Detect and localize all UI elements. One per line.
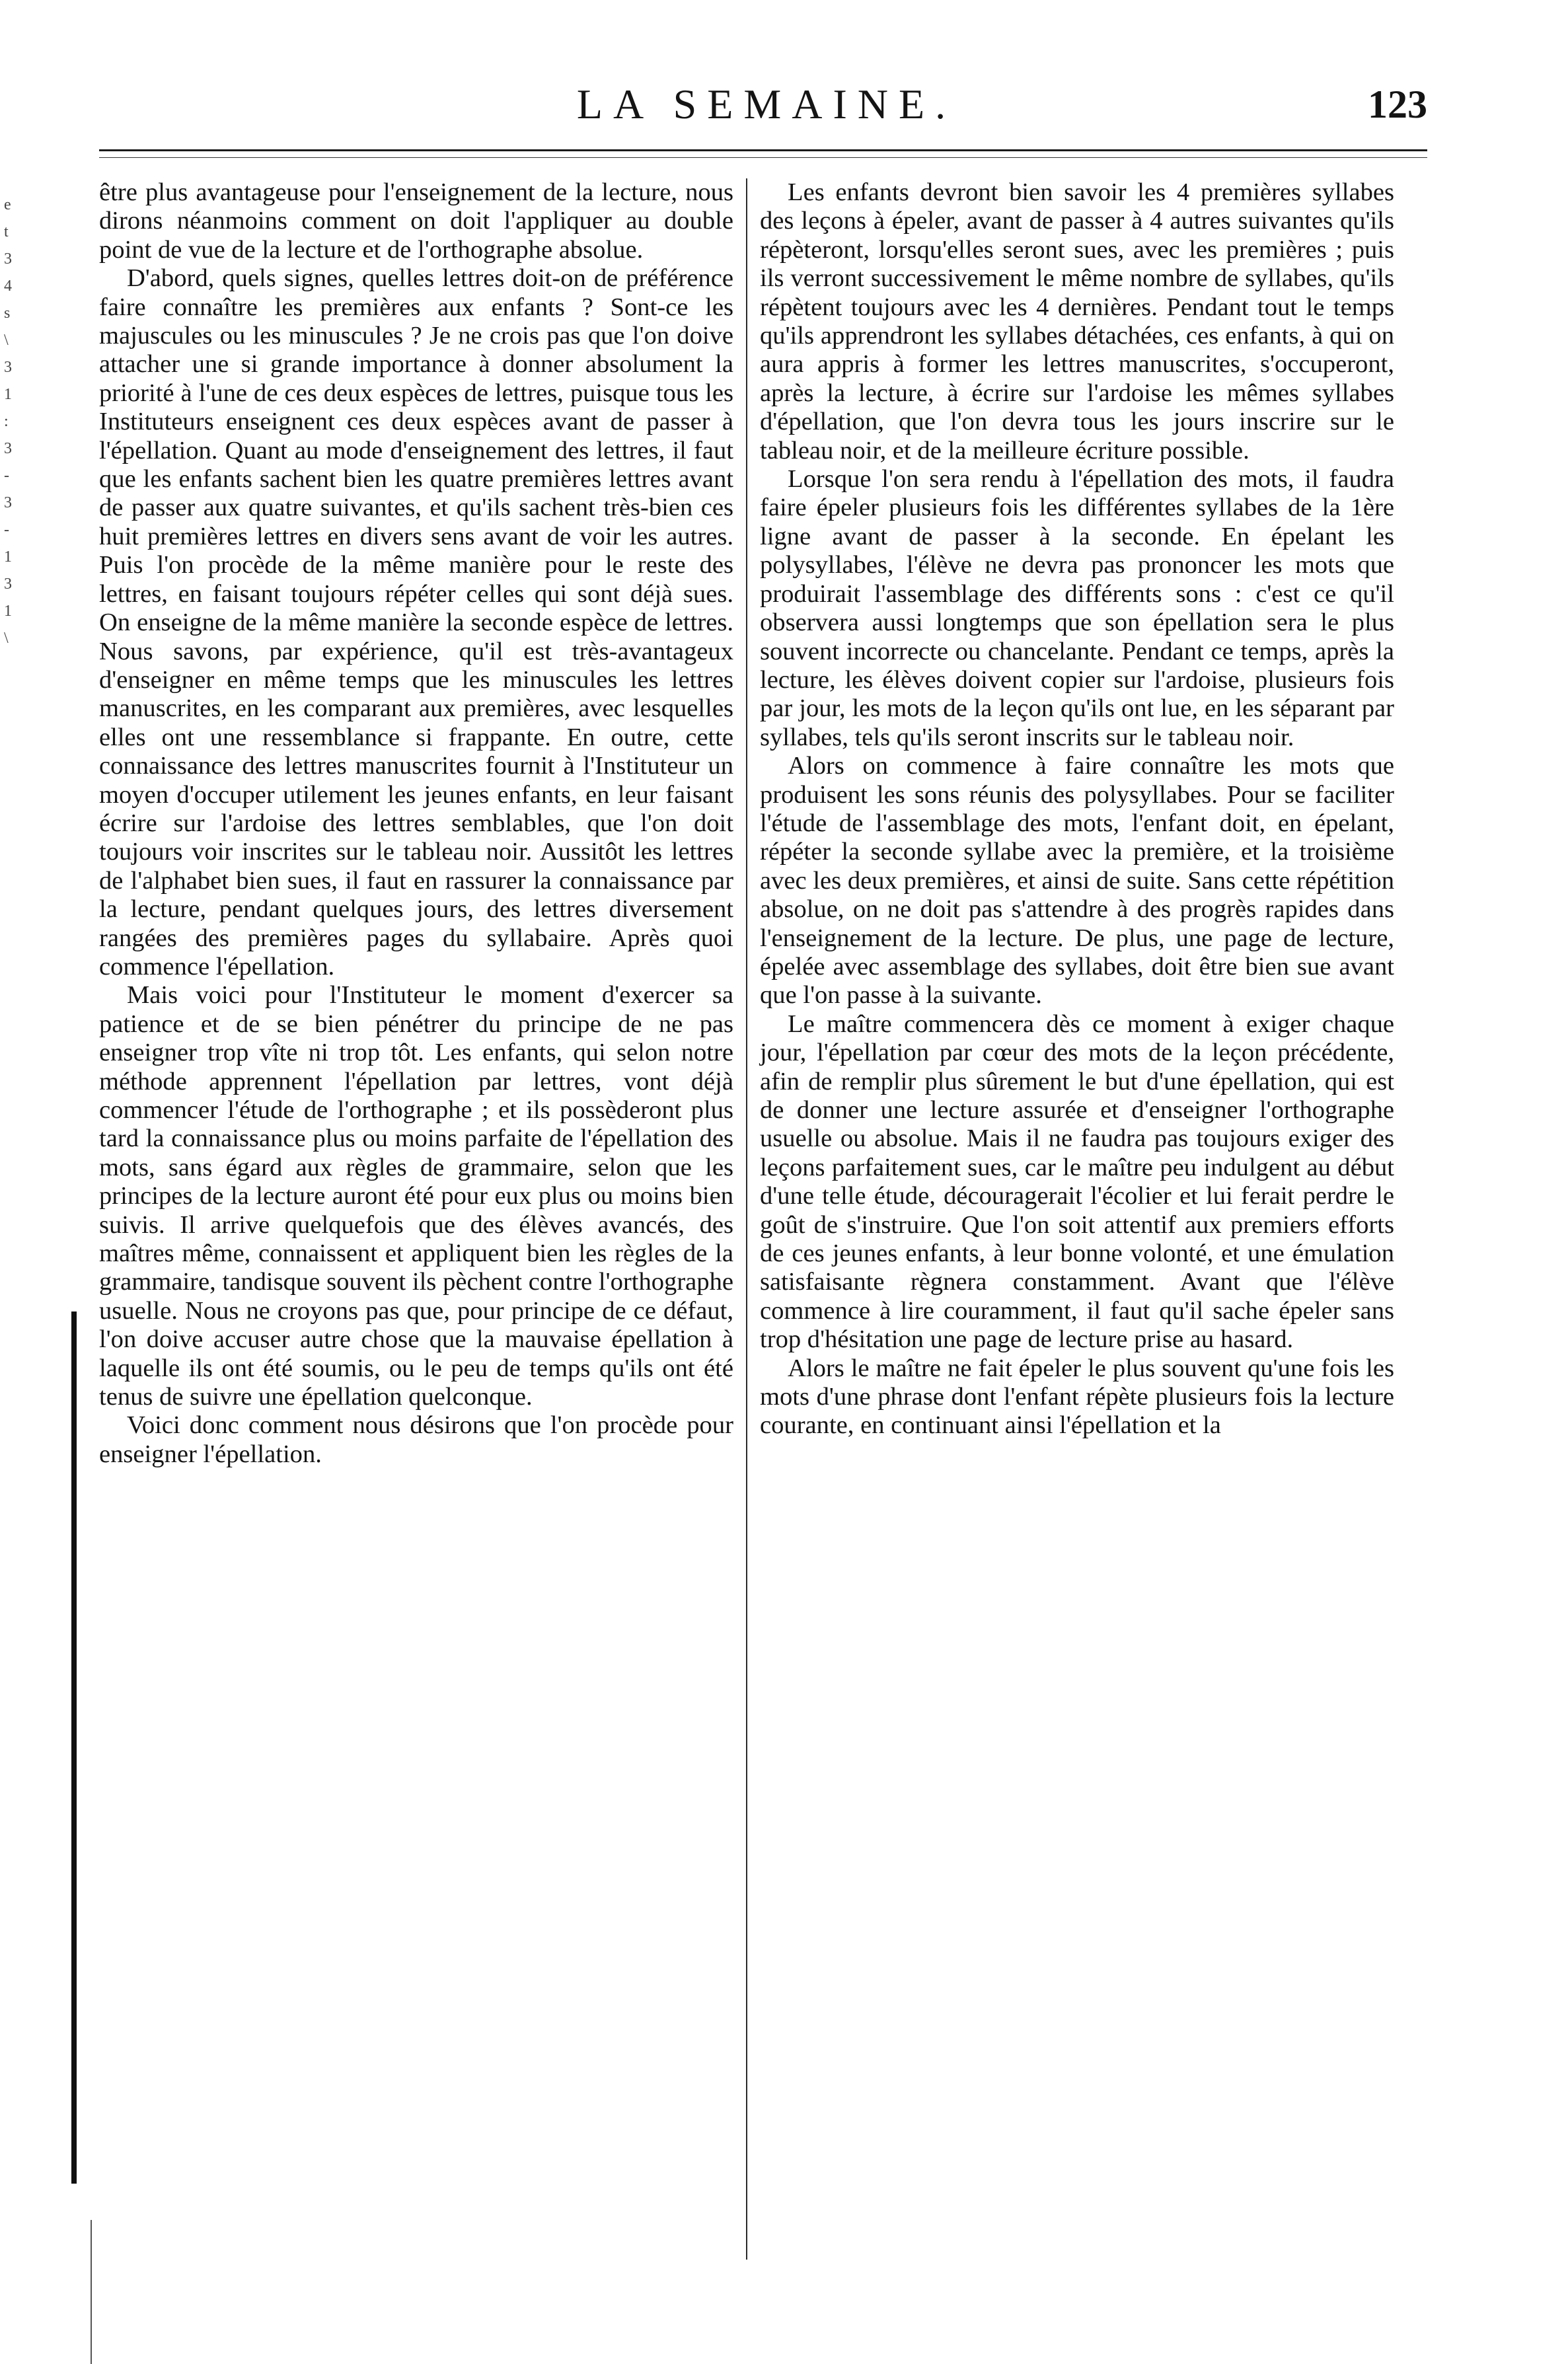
margin-mark: 1 [4,603,12,620]
margin-mark: \ [4,630,9,647]
margin-mark: : [4,413,9,430]
left-stub-rule [91,2220,92,2364]
column-divider [746,178,747,2260]
margin-mark: 1 [4,548,12,566]
paragraph: Lorsque l'on sera rendu à l'épellation des mots, il faudra faire épeler plusieurs fois les différentes syllabes de la 1ère ligne avant de passer à la seconde. En épelant les polysyllabes, l'élève ne devra pas prononcer les mots que produirait l'assemblage des différents sons : c'est ce qu'il observera aussi longtemps que son épellation sera le plus souvent incorrecte ou chancelante. Pendant ce temps, après la lecture, les élèves doivent copier sur l'ardoise, plusieurs fois par jour, les mots de la leçon qu'ils ont lue, en les séparant par syllabes, tels qu'ils seront inscrits sur le tableau noir. [760,465,1394,751]
margin-mark: - [4,521,9,538]
margin-mark: t [4,223,9,240]
header-rule [99,149,1427,151]
running-head [106,78,1427,131]
page-title: LA SEMAINE. [576,81,957,128]
paragraph: être plus avantageuse pour l'enseignement de la lecture, nous dirons néanmoins comment on doit l'appliquer au double point de vue de la lecture et de l'orthographe absolue. [99,178,733,264]
margin-mark: - [4,467,9,484]
margin-bar [71,1311,77,2184]
margin-mark: 3 [4,359,12,376]
paragraph: Mais voici pour l'Instituteur le moment d'exercer sa patience et de se bien pénétrer du principe de ne pas enseigner trop vîte ni trop tôt. Les enfants, qui selon notre méthode apprennent l'épellation par lettres, vont déjà commencer l'étude de l'orthographe ; et ils possèderont plus tard la connaissance plus ou moins parfaite de l'épellation des mots, sans égard aux règles de grammaire, selon que les principes de la lecture auront été pour eux plus ou moins bien suivis. Il arrive quelquefois que des élèves avancés, des maîtres même, connaissent et appliquent bien les règles de la grammaire, tandisque souvent ils pèchent contre l'orthographe usuelle. Nous ne croyons pas que, pour principe de ce défaut, l'on doive accuser autre chose que la mauvaise épellation à laquelle ils ont été soumis, ou le peu de temps qu'ils ont été tenus de suivre une épellation quelconque. [99,981,733,1411]
margin-mark: e [4,196,11,213]
margin-mark: 3 [4,494,12,511]
margin-mark: 3 [4,250,12,268]
margin-marks [4,192,30,652]
margin-mark: 3 [4,440,12,457]
paragraph: Alors le maître ne fait épeler le plus souvent qu'une fois les mots d'une phrase dont l'enfant répète plusieurs fois la lecture courante, en continuant ainsi l'épellation et la [760,1354,1394,1440]
margin-mark: 4 [4,277,12,295]
margin-mark: 3 [4,575,12,593]
left-column [99,178,733,1469]
margin-mark: \ [4,332,9,349]
paragraph: Alors on commence à faire connaître les mots que produisent les sons réunis des polysyllabes. Pour se faciliter l'étude de l'assemblage des mots, l'enfant doit, en épelant, répéter la seconde syllabe avec la première, et la troisième avec les deux premières, et ainsi de suite. Sans cette répétition absolue, on ne doit pas s'attendre à des progrès rapides dans l'enseignement de la lecture. De plus, une page de lecture, épelée avec assemblage des syllabes, doit être bien sue avant que l'on passe à la suivante. [760,752,1394,1010]
margin-mark: 1 [4,386,12,403]
paragraph: D'abord, quels signes, quelles lettres doit-on de préférence faire connaître les premières aux enfants ? Sont-ce les majuscules ou les minuscules ? Je ne crois pas que l'on doive attacher une si grande importance à donner absolument la priorité à l'une de ces deux espèces de lettres, puisque tous les Instituteurs enseignent ces deux espèces avant de passer à l'épellation. Quant au mode d'enseignement des lettres, il faut que les enfants sachent bien les quatre premières lettres avant de passer aux quatre suivantes, et qu'ils sachent très-bien ces huit premières lettres en divers sens avant de voir les autres. Puis l'on procède de la même manière pour le reste des lettres, en faisant toujours répéter celles qui sont déjà sues. On enseigne de la même manière la seconde espèce de lettres. Nous savons, par expérience, qu'il est très-avantageux d'enseigner en même temps que les minuscules les lettres manuscrites, en les comparant aux premières, avec lesquelles elles ont une ressemblance si frappante. En outre, cette connaissance des lettres manuscrites fournit à l'Instituteur un moyen d'occuper utilement les jeunes enfants, en leur faisant écrire sur l'ardoise des lettres semblables, que l'on doit toujours voir inscrites sur le tableau noir. Aussitôt les lettres de l'alphabet bien sues, il faut en rassurer la connaissance par la lecture, pendant quelques jours, des lettres diversement rangées des premières pages du syllabaire. Après quoi commence l'épellation. [99,264,733,980]
paragraph: Le maître commencera dès ce moment à exiger chaque jour, l'épellation par cœur des mots de la leçon précédente, afin de remplir plus sûrement le but d'une épellation, qui est de donner une lecture assurée et d'enseigner l'orthographe usuelle ou absolue. Mais il ne faudra pas toujours exiger des leçons parfaitement sues, car le maître peu indulgent au début d'une telle étude, découragerait l'écolier et lui ferait perdre le goût de s'instruire. Que l'on soit attentif aux premiers efforts de ces jeunes enfants, à leur bonne volonté, et une émulation satisfaisante règnera constamment. Avant que l'élève commence à lire couramment, il faut qu'il sache épeler sans trop d'hésitation une page de lecture prise au hasard. [760,1010,1394,1354]
paragraph: Voici donc comment nous désirons que l'on procède pour enseigner l'épellation. [99,1411,733,1468]
paragraph: Les enfants devront bien savoir les 4 premières syllabes des leçons à épeler, avant de passer à 4 autres suivantes qu'ils répèteront, lorsqu'elles seront sues, avec les premières ; puis ils verront successivement le même nombre de syllabes, qu'ils répètent toujours avec les 4 dernières. Pendant tout le temps qu'ils apprendront les syllabes détachées, ces enfants, à qui on aura appris à former les lettres manuscrites, s'occuperont, après la lecture, à écrire sur l'ardoise les mêmes syllabes d'épellation, que l'on devra tous les jours inscrire sur le tableau noir, et de la meilleure écriture possible. [760,178,1394,464]
header-rule-thin [99,157,1427,158]
right-column [760,178,1394,1440]
page-number: 123 [1368,83,1427,126]
margin-mark: s [4,305,11,322]
